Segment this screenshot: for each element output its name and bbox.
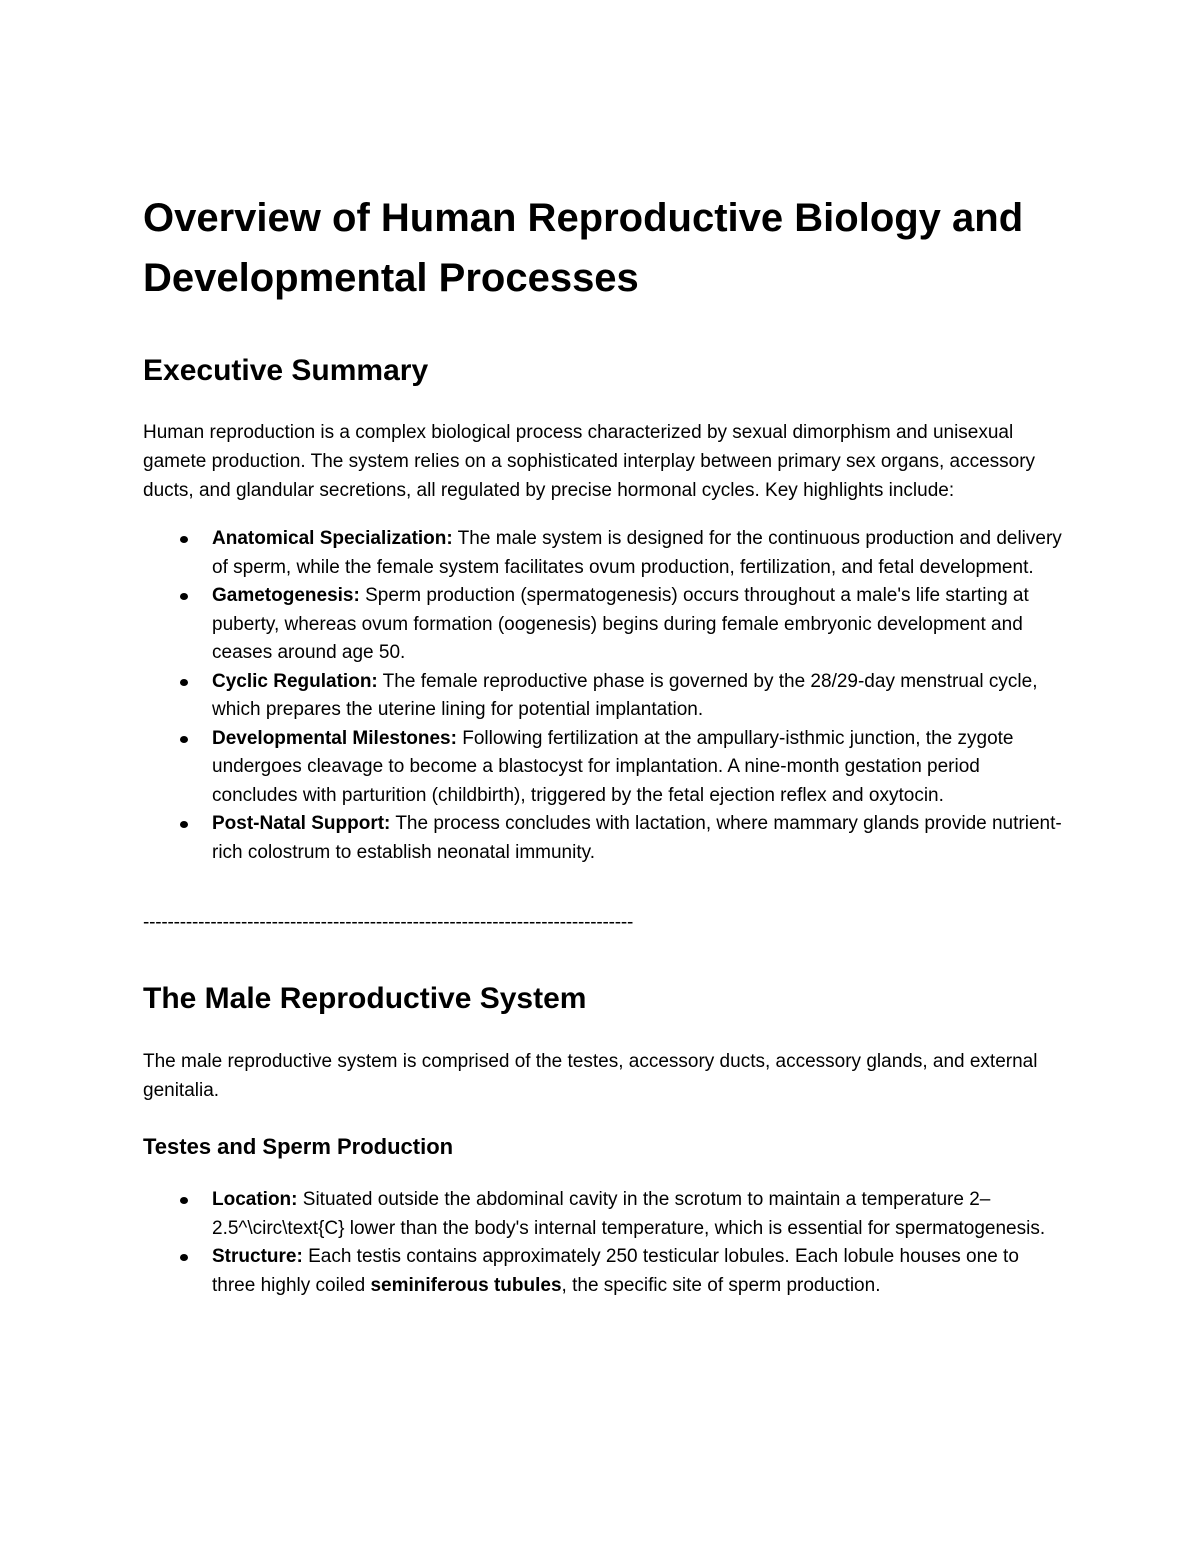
bullet-label: Cyclic Regulation: <box>212 670 378 692</box>
bullet-text: , the specific site of sperm production. <box>561 1274 881 1296</box>
list-item <box>143 1186 1063 1243</box>
document-page <box>143 188 1063 1300</box>
testes-subheading: Testes and Sperm Production <box>143 1134 454 1159</box>
bullet-label: Post-Natal Support: <box>212 813 391 834</box>
document-title: Overview of Human Reproductive Biology and Developmental Processes <box>143 196 1024 300</box>
bullet-label: Location: <box>212 1189 298 1210</box>
list-item <box>143 582 1063 668</box>
bullet-text: Sperm production (spermatogenesis) occurs throughout a male's life starting at puberty, whereas ovum formation (oogenesis) begins during female embryonic development and ceases around age 50. <box>212 585 1029 663</box>
bullet-label: Gametogenesis: <box>212 585 360 606</box>
list-item <box>143 725 1063 811</box>
male-system-heading: The Male Reproductive System <box>143 982 587 1015</box>
bullet-emphasis: seminiferous tubules <box>370 1274 562 1296</box>
male-system-intro: The male reproductive system is comprised of the testes, accessory ducts, accessory glands, and external genitalia. <box>143 1051 1038 1101</box>
executive-summary-intro: Human reproduction is a complex biological process characterized by sexual dimorphism and unisexual gamete production. The system relies on a sophisticated interplay between primary sex organs, accessory ducts, and glandular secretions, all regulated by precise hormonal cycles. Key highlights include: <box>143 422 1036 501</box>
bullet-icon <box>180 679 188 686</box>
bullet-text: Following fertilization at the ampullary-isthmic junction, the zygote undergoes cleavage to become a blastocyst for implantation. A nine-month gestation period concludes with parturition (childbirth), triggered by the fetal ejection reflex and oxytocin. <box>212 727 1014 806</box>
executive-summary-heading: Executive Summary <box>143 354 429 387</box>
bullet-label: Anatomical Specialization: <box>212 528 453 549</box>
executive-summary-list <box>143 525 1063 867</box>
bullet-icon <box>180 821 188 828</box>
bullet-text: Each testis contains approximately 250 testicular lobules. Each lobule houses one to three highly coiled <box>212 1246 1019 1296</box>
bullet-label: Structure: <box>212 1246 303 1267</box>
bullet-text: The male system is designed for the continuous production and delivery of sperm, while the female system facilitates ovum production, fertilization, and fetal development. <box>212 528 1062 578</box>
bullet-icon <box>180 736 188 743</box>
list-item <box>143 1243 1063 1300</box>
testes-list <box>143 1186 1063 1300</box>
list-item <box>143 668 1063 725</box>
section-divider: -------------------------------------------------------------------------------- <box>143 912 634 933</box>
bullet-text: Situated outside the abdominal cavity in the scrotum to maintain a temperature 2–2.5^\circ\text{C} lower than the body's internal temperature, which is essential for spermatogenesis. <box>212 1189 1046 1239</box>
list-item <box>143 810 1063 867</box>
bullet-icon <box>180 536 188 543</box>
bullet-icon <box>180 1254 188 1261</box>
bullet-icon <box>180 593 188 600</box>
list-item <box>143 525 1063 582</box>
bullet-text: The process concludes with lactation, where mammary glands provide nutrient-rich colostrum to establish neonatal immunity. <box>212 813 1062 863</box>
bullet-label: Developmental Milestones: <box>212 727 457 749</box>
bullet-text: The female reproductive phase is governed by the 28/29-day menstrual cycle, which prepares the uterine lining for potential implantation. <box>212 670 1038 720</box>
bullet-icon <box>180 1197 188 1204</box>
